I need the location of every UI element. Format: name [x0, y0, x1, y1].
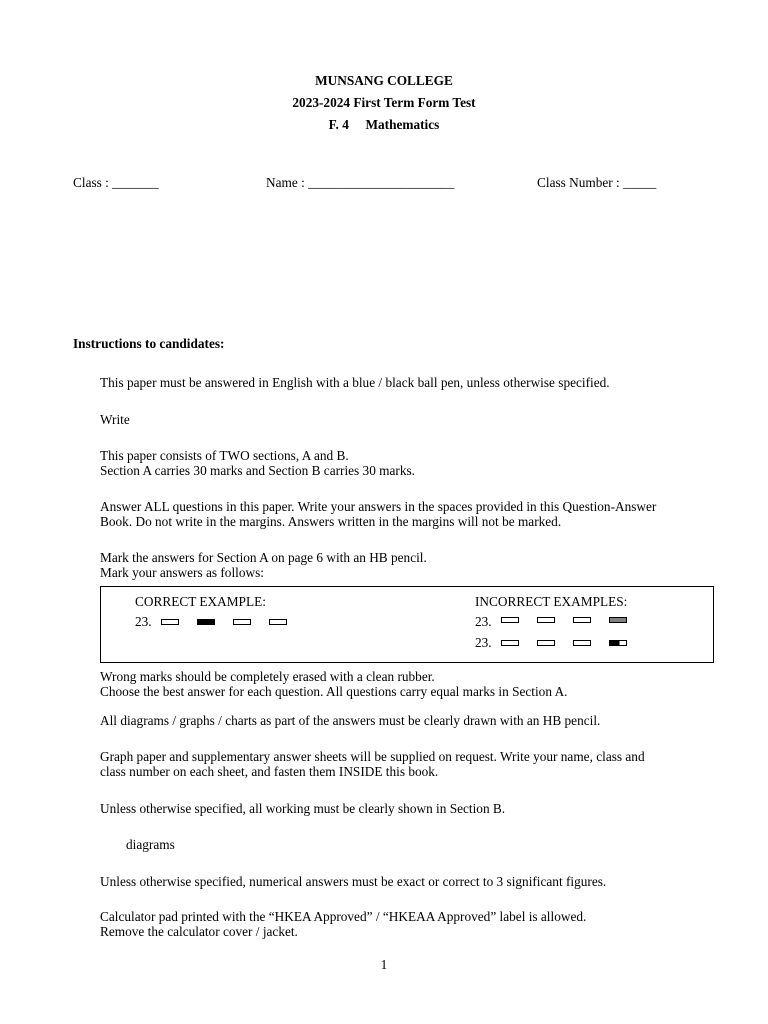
instruction-11: Unless otherwise specified, numerical answers must be exact or correct to 3 significant figures. — [100, 874, 607, 889]
instruction-8-line-1: Graph paper and supplementary answer sheets will be supplied on request. Write your name, class and — [100, 749, 645, 764]
half-filled-mark — [609, 640, 627, 646]
incorrect-examples-label: INCORRECT EXAMPLES: — [475, 594, 628, 609]
subject-title: F. 4 Mathematics — [328, 117, 440, 132]
correct-example-label: CORRECT EXAMPLE: — [135, 594, 266, 609]
instruction-6-line-1: Wrong marks should be completely erased with a clean rubber. — [100, 669, 435, 684]
instruction-6-line-2: Choose the best answer for each question. All questions carry equal marks in Section A. — [100, 684, 568, 699]
question-number: 23. — [135, 614, 152, 629]
instruction-4-line-1: Answer ALL questions in this paper. Write your answers in the spaces provided in this Question-Answer — [100, 499, 657, 514]
name-field[interactable]: Name : ______________________ — [266, 175, 455, 190]
empty-mark — [573, 617, 591, 623]
instruction-7: All diagrams / graphs / charts as part of the answers must be clearly drawn with an HB pencil. — [100, 713, 601, 728]
instruction-5-line-1: Mark the answers for Section A on page 6 with an HB pencil. — [100, 550, 427, 565]
empty-mark — [501, 640, 519, 646]
instruction-3-line-1: This paper consists of TWO sections, A and B. — [100, 448, 349, 463]
instruction-8-line-2: class number on each sheet, and fasten them INSIDE this book. — [100, 764, 439, 779]
filled-mark — [197, 619, 215, 625]
instruction-12-line-2: Remove the calculator cover / jacket. — [100, 924, 298, 939]
school-name: MUNSANG COLLEGE — [315, 73, 453, 88]
answer-example-box — [100, 586, 714, 663]
instruction-10: diagrams — [126, 837, 175, 852]
empty-mark — [537, 640, 555, 646]
empty-mark — [233, 619, 251, 625]
instruction-5-line-2: Mark your answers as follows: — [100, 565, 264, 580]
empty-mark — [501, 617, 519, 623]
instruction-12-line-1: Calculator pad printed with the “HKEA Approved” / “HKEAA Approved” label is allowed. — [100, 909, 587, 924]
test-title: 2023-2024 First Term Form Test — [292, 95, 476, 110]
empty-mark — [573, 640, 591, 646]
question-number: 23. — [475, 635, 492, 650]
grey-mark — [609, 617, 627, 623]
empty-mark — [537, 617, 555, 623]
instruction-1: This paper must be answered in English with a blue / black ball pen, unless otherwise specified. — [100, 375, 610, 390]
page-number: 1 — [380, 957, 388, 972]
empty-mark — [161, 619, 179, 625]
empty-mark — [269, 619, 287, 625]
instruction-2: Write — [100, 412, 130, 427]
instruction-3-line-2: Section A carries 30 marks and Section B carries 30 marks. — [100, 463, 415, 478]
class-number-field[interactable]: Class Number : _____ — [537, 175, 657, 190]
instructions-heading: Instructions to candidates: — [73, 336, 225, 351]
instruction-9: Unless otherwise specified, all working must be clearly shown in Section B. — [100, 801, 506, 816]
instruction-4-line-2: Book. Do not write in the margins. Answers written in the margins will not be marked. — [100, 514, 562, 529]
class-field[interactable]: Class : _______ — [73, 175, 159, 190]
question-number: 23. — [475, 614, 492, 629]
